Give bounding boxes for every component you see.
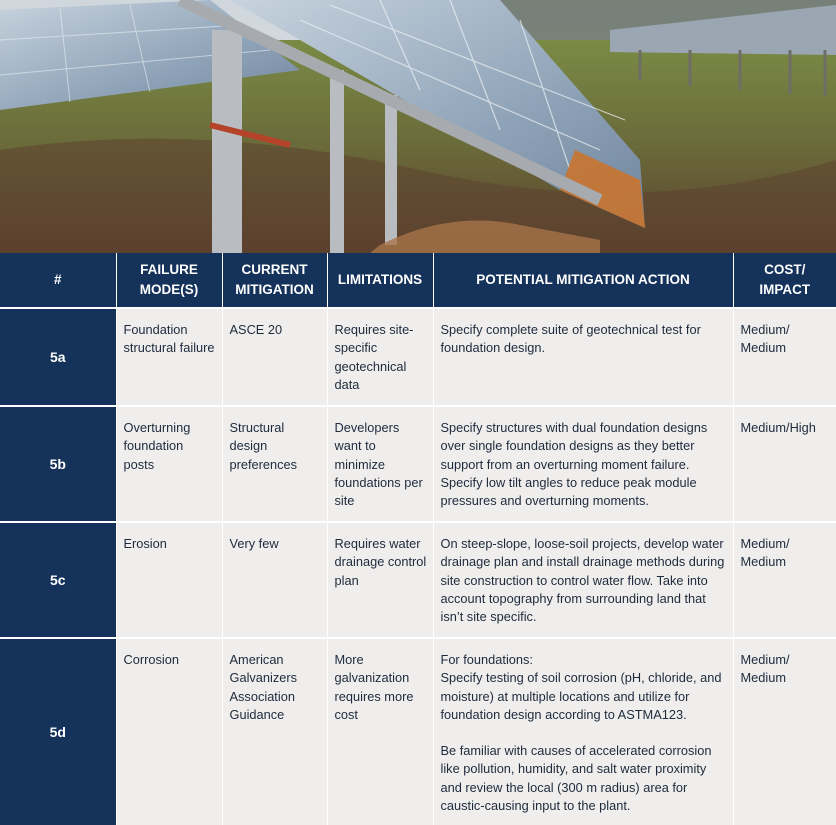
row-id: 5b (0, 406, 116, 522)
cost-impact-cell: Medium/ Medium (733, 638, 836, 825)
row-id: 5a (0, 308, 116, 406)
limitations-cell: Developers want to minimize foundations per site (327, 406, 433, 522)
table-row (0, 522, 836, 638)
cost-impact-cell: Medium/High (733, 406, 836, 522)
failure-mode-cell: Foundation structural failure (116, 308, 222, 406)
solar-array-photo (0, 0, 836, 253)
table-row (0, 638, 836, 825)
mitigation-action-cell (433, 638, 733, 825)
mitigation-paragraph: Specify testing of soil corrosion (pH, chloride, and moisture) at multiple locations and utilize for foundation design according to ASTMA123. (440, 670, 722, 722)
table-row (0, 308, 836, 406)
limitations-cell: More galvanization requires more cost (327, 638, 433, 825)
failure-mode-cell: Corrosion (116, 638, 222, 825)
current-mitigation-cell: ASCE 20 (222, 308, 327, 406)
mitigation-action-cell: Specify complete suite of geotechnical test for foundation design. (433, 308, 733, 406)
header-potential-mitigation-action: POTENTIAL MITIGATION ACTION (433, 253, 733, 308)
mitigation-action-cell: Specify structures with dual foundation designs over single foundation designs as they better support from an overturning moment failure. Specify low tilt angles to reduce peak module pressures and overturning moments. (433, 406, 733, 522)
current-mitigation-cell: Structural design preferences (222, 406, 327, 522)
header-id: # (0, 253, 116, 308)
current-mitigation-cell: Very few (222, 522, 327, 638)
current-mitigation-cell: American Galvanizers Association Guidance (222, 638, 327, 825)
cost-impact-cell: Medium/ Medium (733, 522, 836, 638)
foundation-risk-table (0, 253, 836, 825)
header-failure-modes: FAILURE MODE(S) (116, 253, 222, 308)
row-id: 5c (0, 522, 116, 638)
header-current-mitigation: CURRENT MITIGATION (222, 253, 327, 308)
failure-mode-cell: Overturning foundation posts (116, 406, 222, 522)
cost-impact-cell: Medium/ Medium (733, 308, 836, 406)
failure-mode-cell: Erosion (116, 522, 222, 638)
mitigation-action-cell: On steep-slope, loose-soil projects, develop water drainage plan and install drainage methods during site construction to control water flow. Take into account topography from surrounding land that isn’t site specific. (433, 522, 733, 638)
mitigation-intro: For foundations: (440, 652, 533, 667)
limitations-cell: Requires site-specific geotechnical data (327, 308, 433, 406)
mitigation-paragraph: Be familiar with causes of accelerated corrosion like pollution, humidity, and salt water proximity and review the local (300 m radius) area for caustic-causing input to the plant. (440, 743, 712, 814)
header-cost-impact: COST/ IMPACT (733, 253, 836, 308)
table-header-row (0, 253, 836, 308)
header-limitations: LIMITATIONS (327, 253, 433, 308)
table-row (0, 406, 836, 522)
row-id: 5d (0, 638, 116, 825)
limitations-cell: Requires water drainage control plan (327, 522, 433, 638)
